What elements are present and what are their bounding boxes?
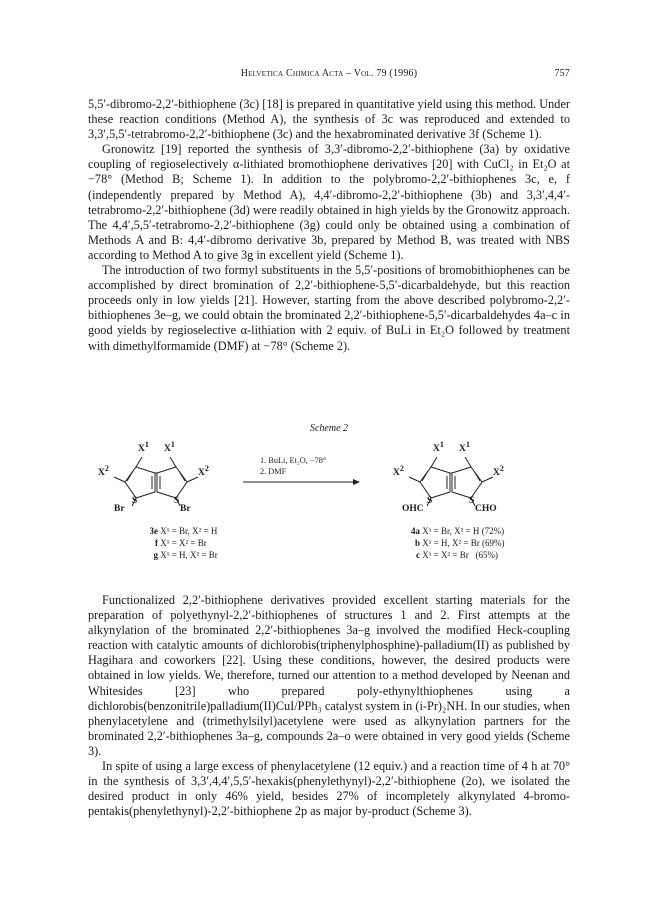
body-text-top [88,97,570,354]
x1-label: $X^1$ [433,440,444,454]
sulfur-atom: S [132,496,138,506]
condition-step-2: 2. DMF [260,467,287,476]
page-number: 757 [554,68,570,79]
sulfur-atom: S [469,496,475,506]
thiophene-ring [157,467,187,498]
formyl-end-group: CHO [475,504,497,514]
sulfur-atom: S [427,496,433,506]
list-item: 4a X¹ = Br, X² = H (72%) [411,526,505,536]
thiophene-ring [452,467,482,498]
scheme-2 [88,436,570,588]
x2-label: $X^2$ [198,464,209,478]
scheme-structures [88,436,570,588]
paragraph: Gronowitz [19] reported the synthesis of 3,3′-dibromo-2,2′-bithiophene (3a) by oxidative coupling of regioselectively α-lithiated bromothiophene derivatives [20] with CuCl₂ in Et₂O at −78° (Method B; Scheme 1). In addition to the polybromo-2,2′-bithiophenes 3c, e, f (independently prepared by Method A), 4,4′-dibromo-2,2′-bithiophene (3b) and 3,3′,4,4′-tetrabromo-2,2′-bithiophene (3d) were readily obtained in high yields by the Gronowitz approach. The 4,4′,5,5′-tetrabromo-2,2′-bithiophene (3g) could only be obtained using a combination of Methods A and B: 4,4′-dibromo derivative 3b, prepared by Method B, was treated with NBS according to Method A to give 3g in excellent yield (Scheme 1). [88,142,570,262]
list-item: b X¹ = H, X² = Br (69%) [414,538,505,548]
x2-label: $X^2$ [493,464,504,478]
paragraph: 5,5′-dibromo-2,2′-bithiophene (3c) [18] is prepared in quantitative yield using this method. Under these reaction conditions (Method A), the synthesis of 3c was reproduced and extended to 3,3′,5,5′-tetrabromo-2,2′-bithiophene (3c) and the hexabrominated derivative 3f (Scheme 1). [88,97,570,142]
product-list [406,525,505,561]
bromo-end-group: Br [180,504,191,514]
list-item: g X¹ = H, X² = Br [153,550,218,560]
list-item: f X¹ = X² = Br [155,538,207,548]
arrowhead [353,479,360,485]
list-item: c X¹ = X² = Br (65%) [416,550,499,560]
sulfur-atom: S [174,496,180,506]
x2-label: $X^2$ [98,464,109,478]
journal-title: Helvetica Chimica Acta – Vol. 79 (1996) [240,68,418,79]
paragraph: In spite of using a large excess of phenylacetylene (12 equiv.) and a reaction time of 4 h at 70° in the synthesis of 3,3′,4,4′,5,5′-hexakis(phenylethynyl)-2,2′-bithiophene (2o), we isolated the desired product in only 46% yield, besides 27% of incompletely alkynylated 4-bromo-pentakis(phenylethynyl)-2,2′-bithiophene 2p as major by-product (Scheme 3). [88,759,570,819]
reactant-list [144,525,218,561]
formyl-end-group: OHC [402,504,424,514]
x1-label: $X^1$ [138,440,149,454]
condition-step-1: 1. BuLi, Et₂O, −78° [260,456,327,465]
thiophene-ring [125,467,155,498]
list-item: 3e X¹ = Br, X² = H [149,526,218,536]
x1-label: $X^1$ [459,440,470,454]
bromo-end-group: Br [114,504,125,514]
paragraph: The introduction of two formyl substituents in the 5,5′-positions of bromobithiophenes can be accomplished by direct bromination of 2,2′-bithiophene-5,5′-dicarbaldehyde, but this reaction proceeds only in low yields [21]. However, starting from the above described polybromo-2,2′-bithiophenes 3e–g, we could obtain the brominated 2,2′-bithiophene-5,5′-dicarbaldehydes 4a–c in good yields by regioselective α-lithiation with 2 equiv. of BuLi in Et₂O followed by treatment with dimethylformamide (DMF) at −78° (Scheme 2). [88,263,570,353]
body-text-bottom [88,593,570,819]
thiophene-ring [420,467,450,498]
scheme-title: Scheme 2 [309,423,349,434]
x1-label: $X^1$ [164,440,175,454]
paragraph: Functionalized 2,2′-bithiophene derivatives provided excellent starting materials for the preparation of polyethynyl-2,2′-bithiophenes of structures 1 and 2. First attempts at the alkynylation of the brominated 2,2′-bithiophenes 3a–g involved the modified Heck-coupling reaction with catalytic amounts of dichlorobis(triphenylphosphine)-palladium(II) as published by Hagihara and coworkers [22]. Using these conditions, however, the desired products were obtained in low yields. We, therefore, turned our attention to a method developed by Neenan and Whitesides [23] who prepared poly-ethynylthiophenes using a dichlorobis(benzonitrile)palladium(II)CuI/PPh₃ catalyst system in (i-Pr)₂NH. In our studies, when phenylacetylene and (trimethylsilyl)acetylene were used as alkynylation partners for the brominated 2,2′-bithiophenes 3a–g, compounds 2a–o were obtained in very good yields (Scheme 3). [88,593,570,758]
x2-label: $X^2$ [393,464,404,478]
